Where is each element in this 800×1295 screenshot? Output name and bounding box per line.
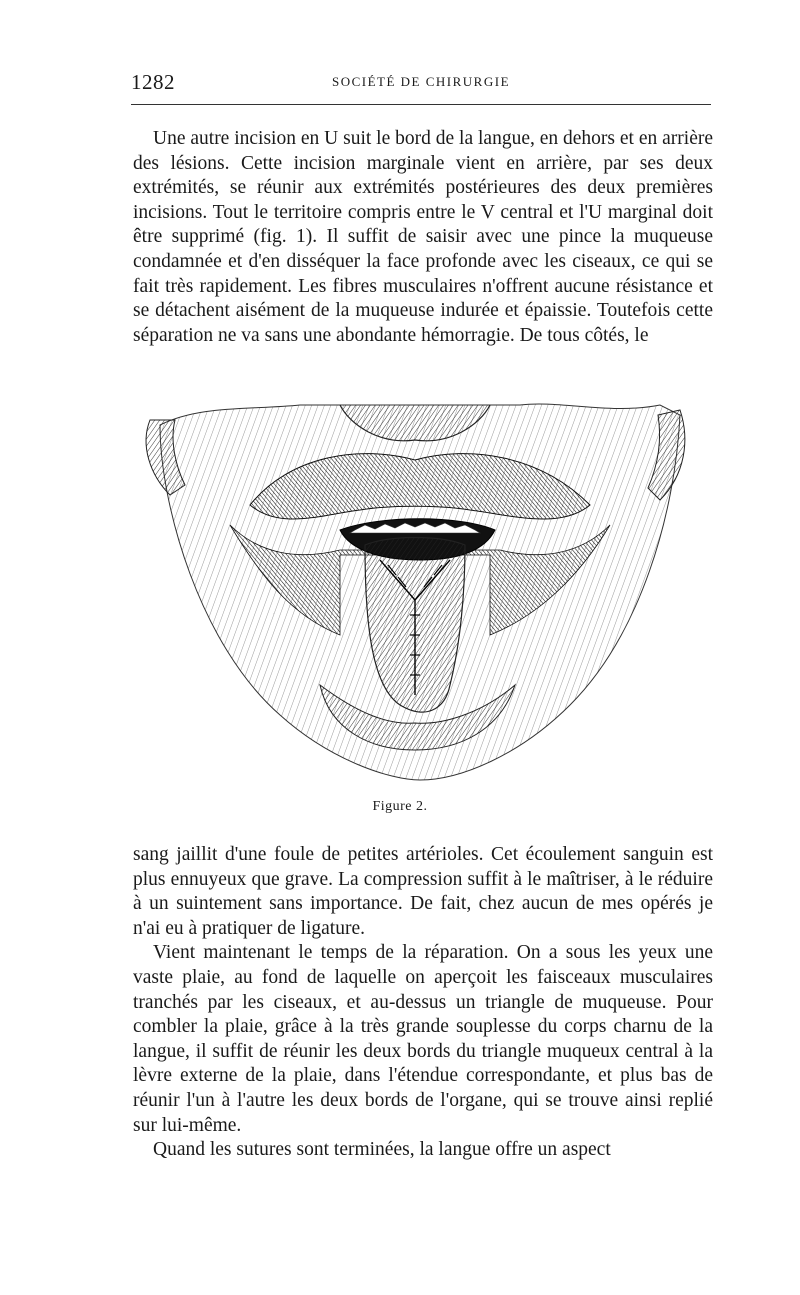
page-number: 1282 (131, 70, 175, 94)
page-header (131, 66, 711, 96)
header-rule (131, 104, 711, 105)
paragraph: sang jaillit d'une foule de petites artérioles. Cet écoulement sanguin est plus ennuyeux que grave. La compression suffit à le maîtriser, à le réduire à un suintement sans importance. De fait, chez aucun de mes opérés je n'ai eu à pratiquer de ligature. (133, 844, 713, 939)
figure-illustration (140, 385, 690, 795)
figure-caption: Figure 2. (372, 799, 428, 814)
paragraph: Une autre incision en U suit le bord de la langue, en dehors et en arrière des lésions. Cette incision marginale vient en arrière, par ses deux extrémités, se réunir aux extrémités postérieures des deux premières incisions. Tout le territoire compris entre le V central et l'U marginal doit être supprimé (fig. 1). Il suffit de saisir avec une pince la muqueuse condamnée et d'en disséquer la face profonde avec les ciseaux, ce qui se fait très rapidement. Les fibres musculaires n'offrent aucune résistance et se détachent aisément de la muqueuse indurée et épaissie. Toutefois cette séparation ne va sans une abondante hémorragie. De tous côtés, le (133, 128, 713, 346)
paragraph: Quand les sutures sont terminées, la langue offre un aspect (153, 1139, 611, 1161)
mouth-tongue-engraving (140, 385, 690, 795)
running-title: SOCIÉTÉ DE CHIRURGIE (331, 74, 511, 89)
paragraph: Vient maintenant le temps de la réparation. On a sous les yeux une vaste plaie, au fond de laquelle on aperçoit les faisceaux musculaires tranchés par les ciseaux, et au-dessus un triangle de muqueuse. Pour combler la plaie, grâce à la très grande souplesse du corps charnu de la langue, il suffit de réunir les deux bords du triangle muqueux central à la lèvre externe de la plaie, dans l'étendue correspondante, et plus bas de réunir l'un à l'autre les deux bords de l'organe, qui se trouve ainsi replié sur lui-même. (133, 942, 713, 1136)
body-text-bottom (133, 843, 713, 1163)
body-text-top (133, 127, 713, 348)
